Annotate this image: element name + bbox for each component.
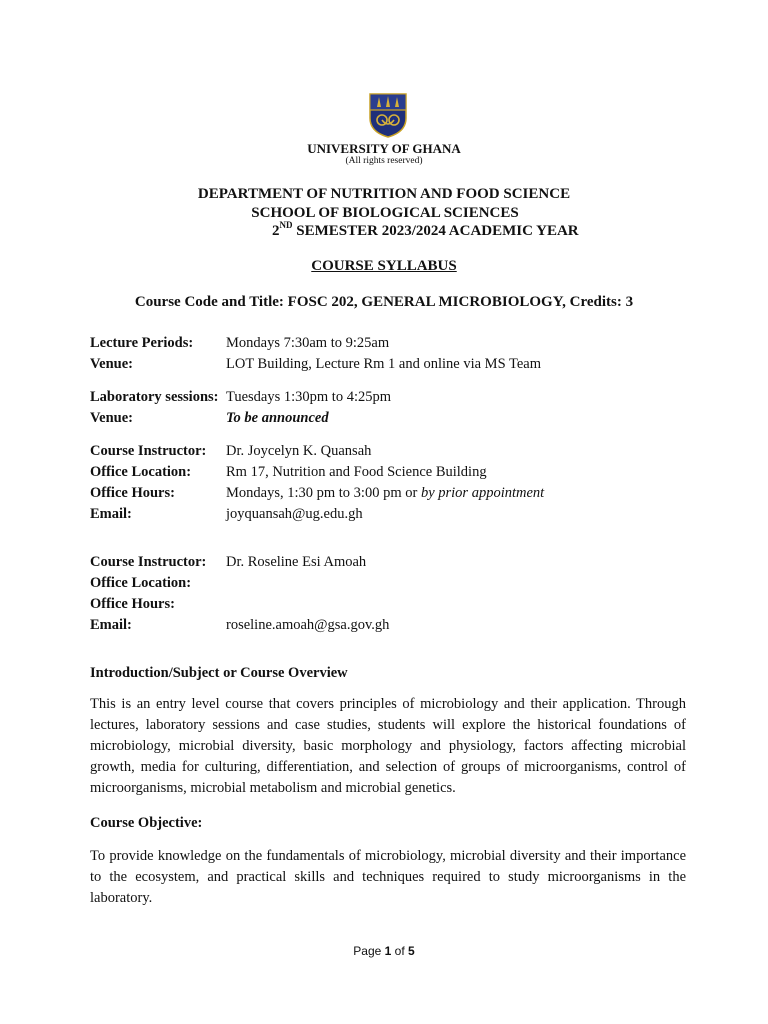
page-of: of — [391, 944, 409, 958]
course-code-title: Course Code and Title: FOSC 202, GENERAL MICROBIOLOGY, Credits: 3 — [134, 294, 634, 310]
instructor1-hours-value: Mondays, 1:30 pm to 3:00 pm or — [226, 485, 421, 501]
department-name: DEPARTMENT OF NUTRITION AND FOOD SCIENCE — [197, 186, 571, 202]
instructor1-hours-appointment: by prior appointment — [420, 485, 545, 501]
page-word: Page — [353, 944, 385, 958]
overview-paragraph: This is an entry level course that covers principles of microbiology and their application. Through lectures, laboratory sessions and case studies, students will explore the historical foundations of microbiology, microbial diversity, basic morphology and physiology, factors affecting microbial growth, media for culturing, differentiation, and selection of groups of microorganisms, control of microorganisms, microbial metabolism and microbial genetics. — [90, 696, 686, 796]
lecture-venue-value: LOT Building, Lecture Rm 1 and online via MS Team — [226, 356, 541, 372]
lecture-periods-value: Mondays 7:30am to 9:25am — [226, 335, 390, 351]
instructor1-office-value: Rm 17, Nutrition and Food Science Building — [226, 464, 487, 480]
university-crest-icon — [368, 92, 408, 138]
instructor2-row — [90, 554, 366, 571]
instructor1-email-label: Email: — [90, 506, 132, 522]
lecture-periods-label: Lecture Periods: — [90, 335, 194, 351]
instructor2-label: Course Instructor: — [90, 554, 207, 570]
semester-line — [272, 220, 579, 240]
lecture-periods-row — [90, 335, 389, 352]
page-total: 5 — [408, 944, 415, 958]
overview-heading: Introduction/Subject or Course Overview — [90, 665, 348, 681]
semester-suffix: ND — [279, 220, 293, 230]
rights-note: (All rights reserved) — [345, 156, 423, 166]
page-current: 1 — [384, 944, 392, 958]
instructor2-hours-row — [90, 596, 226, 613]
instructor2-email-label: Email: — [90, 617, 132, 633]
lab-sessions-row — [90, 389, 391, 406]
instructor1-hours-label: Office Hours: — [90, 485, 175, 501]
objective-heading: Course Objective: — [90, 815, 203, 831]
university-name: UNIVERSITY OF GHANA — [307, 141, 461, 156]
lab-venue-label: Venue: — [90, 410, 133, 426]
instructor1-hours-row — [90, 485, 544, 502]
instructor1-name: Dr. Joycelyn K. Quansah — [226, 443, 372, 459]
document-title: COURSE SYLLABUS — [311, 258, 457, 274]
instructor1-office-row — [90, 464, 487, 481]
school-name: SCHOOL OF BIOLOGICAL SCIENCES — [251, 205, 519, 221]
instructor2-office-label: Office Location: — [90, 575, 192, 591]
semester-text: SEMESTER 2023/2024 ACADEMIC YEAR — [292, 223, 579, 239]
instructor1-row — [90, 443, 371, 460]
lab-venue-row — [90, 410, 329, 427]
lab-venue-value: To be announced — [226, 410, 329, 426]
instructor1-office-label: Office Location: — [90, 464, 192, 480]
instructor1-label: Course Instructor: — [90, 443, 207, 459]
instructor2-hours-label: Office Hours: — [90, 596, 175, 612]
lab-sessions-value: Tuesdays 1:30pm to 4:25pm — [226, 389, 392, 405]
semester-number: 2 — [272, 223, 280, 239]
instructor1-email-row — [90, 506, 363, 523]
lecture-venue-row — [90, 356, 541, 373]
instructor2-email-row — [90, 617, 389, 634]
lab-sessions-label: Laboratory sessions: — [90, 389, 219, 405]
objective-paragraph: To provide knowledge on the fundamentals of microbiology, microbial diversity and their importance to the ecosystem, and practical skills and techniques required to study microorganisms in the laboratory. — [90, 848, 686, 906]
instructor1-email-link[interactable]: joyquansah@ug.edu.gh — [226, 506, 363, 522]
instructor2-office-row — [90, 575, 226, 592]
page-number — [0, 944, 768, 958]
lecture-venue-label: Venue: — [90, 356, 133, 372]
instructor2-name: Dr. Roseline Esi Amoah — [226, 554, 367, 570]
instructor2-email-link[interactable]: roseline.amoah@gsa.gov.gh — [226, 617, 390, 633]
